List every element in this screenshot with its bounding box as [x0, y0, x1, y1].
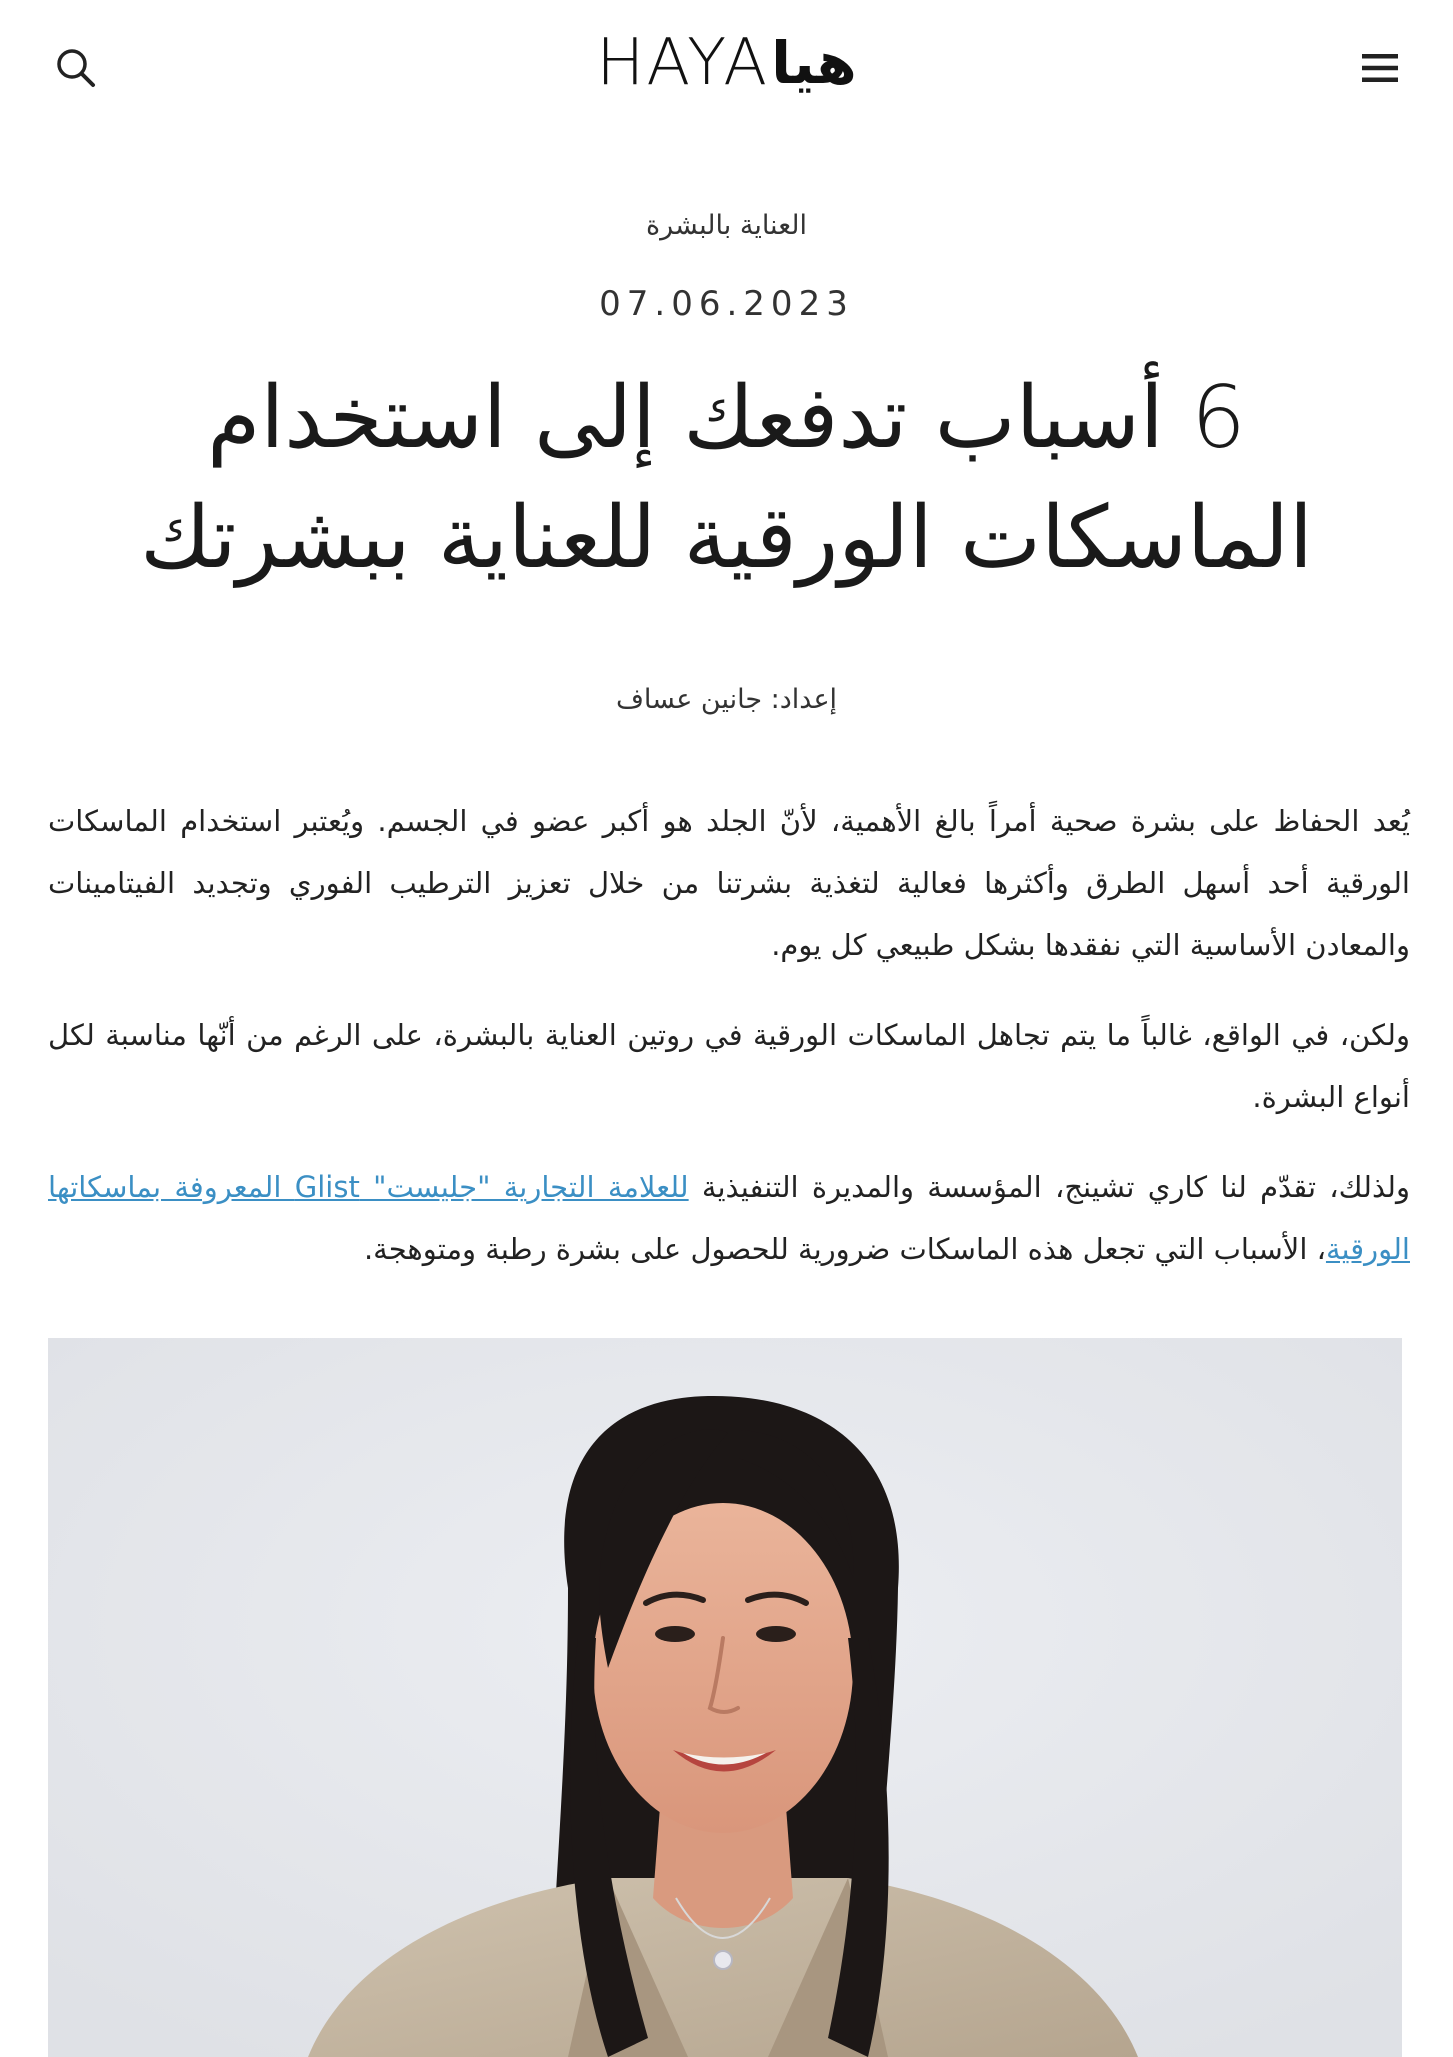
hamburger-menu-icon: [1360, 50, 1400, 86]
menu-button[interactable]: [1350, 38, 1410, 98]
article-paragraph-1: يُعد الحفاظ على بشرة صحية أمراً بالغ الأهمية، لأنّ الجلد هو أكبر عضو في الجسم. ويُعتبر استخدام الماسكات الورقية أحد أسهل الطرق وأكثرها فعالية لتغذية بشرتنا من خلال تعزيز الترطيب الفوري وتجديد الفيتامينات والمعادن الأساسية التي نفقدها بشكل طبيعي كل يوم.: [48, 804, 1410, 962]
logo-arabic-text: هيا: [771, 29, 857, 97]
article-paragraph-3: [48, 1156, 1410, 1280]
paragraph-3-text-start: ولذلك، تقدّم لنا كاري تشينج، المؤسسة والمديرة التنفيذية: [688, 1170, 1411, 1204]
article-date: 07.06.2023: [599, 284, 854, 324]
search-button[interactable]: [46, 38, 106, 98]
site-header: [0, 0, 1453, 130]
article-photo: [48, 1338, 1402, 2057]
article-category[interactable]: العناية بالبشرة: [646, 210, 807, 241]
article-title: [90, 358, 1363, 598]
logo-latin-text: HAYA: [596, 26, 770, 100]
site-logo[interactable]: [560, 18, 893, 108]
article-title-line-2: الماسكات الورقية للعناية ببشرتك: [140, 488, 1313, 588]
paragraph-3-text-end: ، الأسباب التي تجعل هذه الماسكات ضرورية للحصول على بشرة رطبة ومتوهجة.: [363, 1232, 1326, 1266]
article-title-line-1: 6 أسباب تدفعك إلى استخدام: [207, 368, 1246, 468]
article-paragraph-2: ولكن، في الواقع، غالباً ما يتم تجاهل الماسكات الورقية في روتين العناية بالبشرة، على الرغم من أنّها مناسبة لكل أنواع البشرة.: [48, 1018, 1410, 1114]
article-author: إعداد: جانين عساف: [615, 684, 838, 715]
search-icon: [54, 46, 98, 90]
portrait-illustration: [48, 1338, 1402, 2057]
article-body: [48, 790, 1410, 1308]
glist-brand-link[interactable]: للعلامة التجارية "جليست" Glist المعروفة بماسكاتها الورقية: [48, 1170, 1410, 1266]
